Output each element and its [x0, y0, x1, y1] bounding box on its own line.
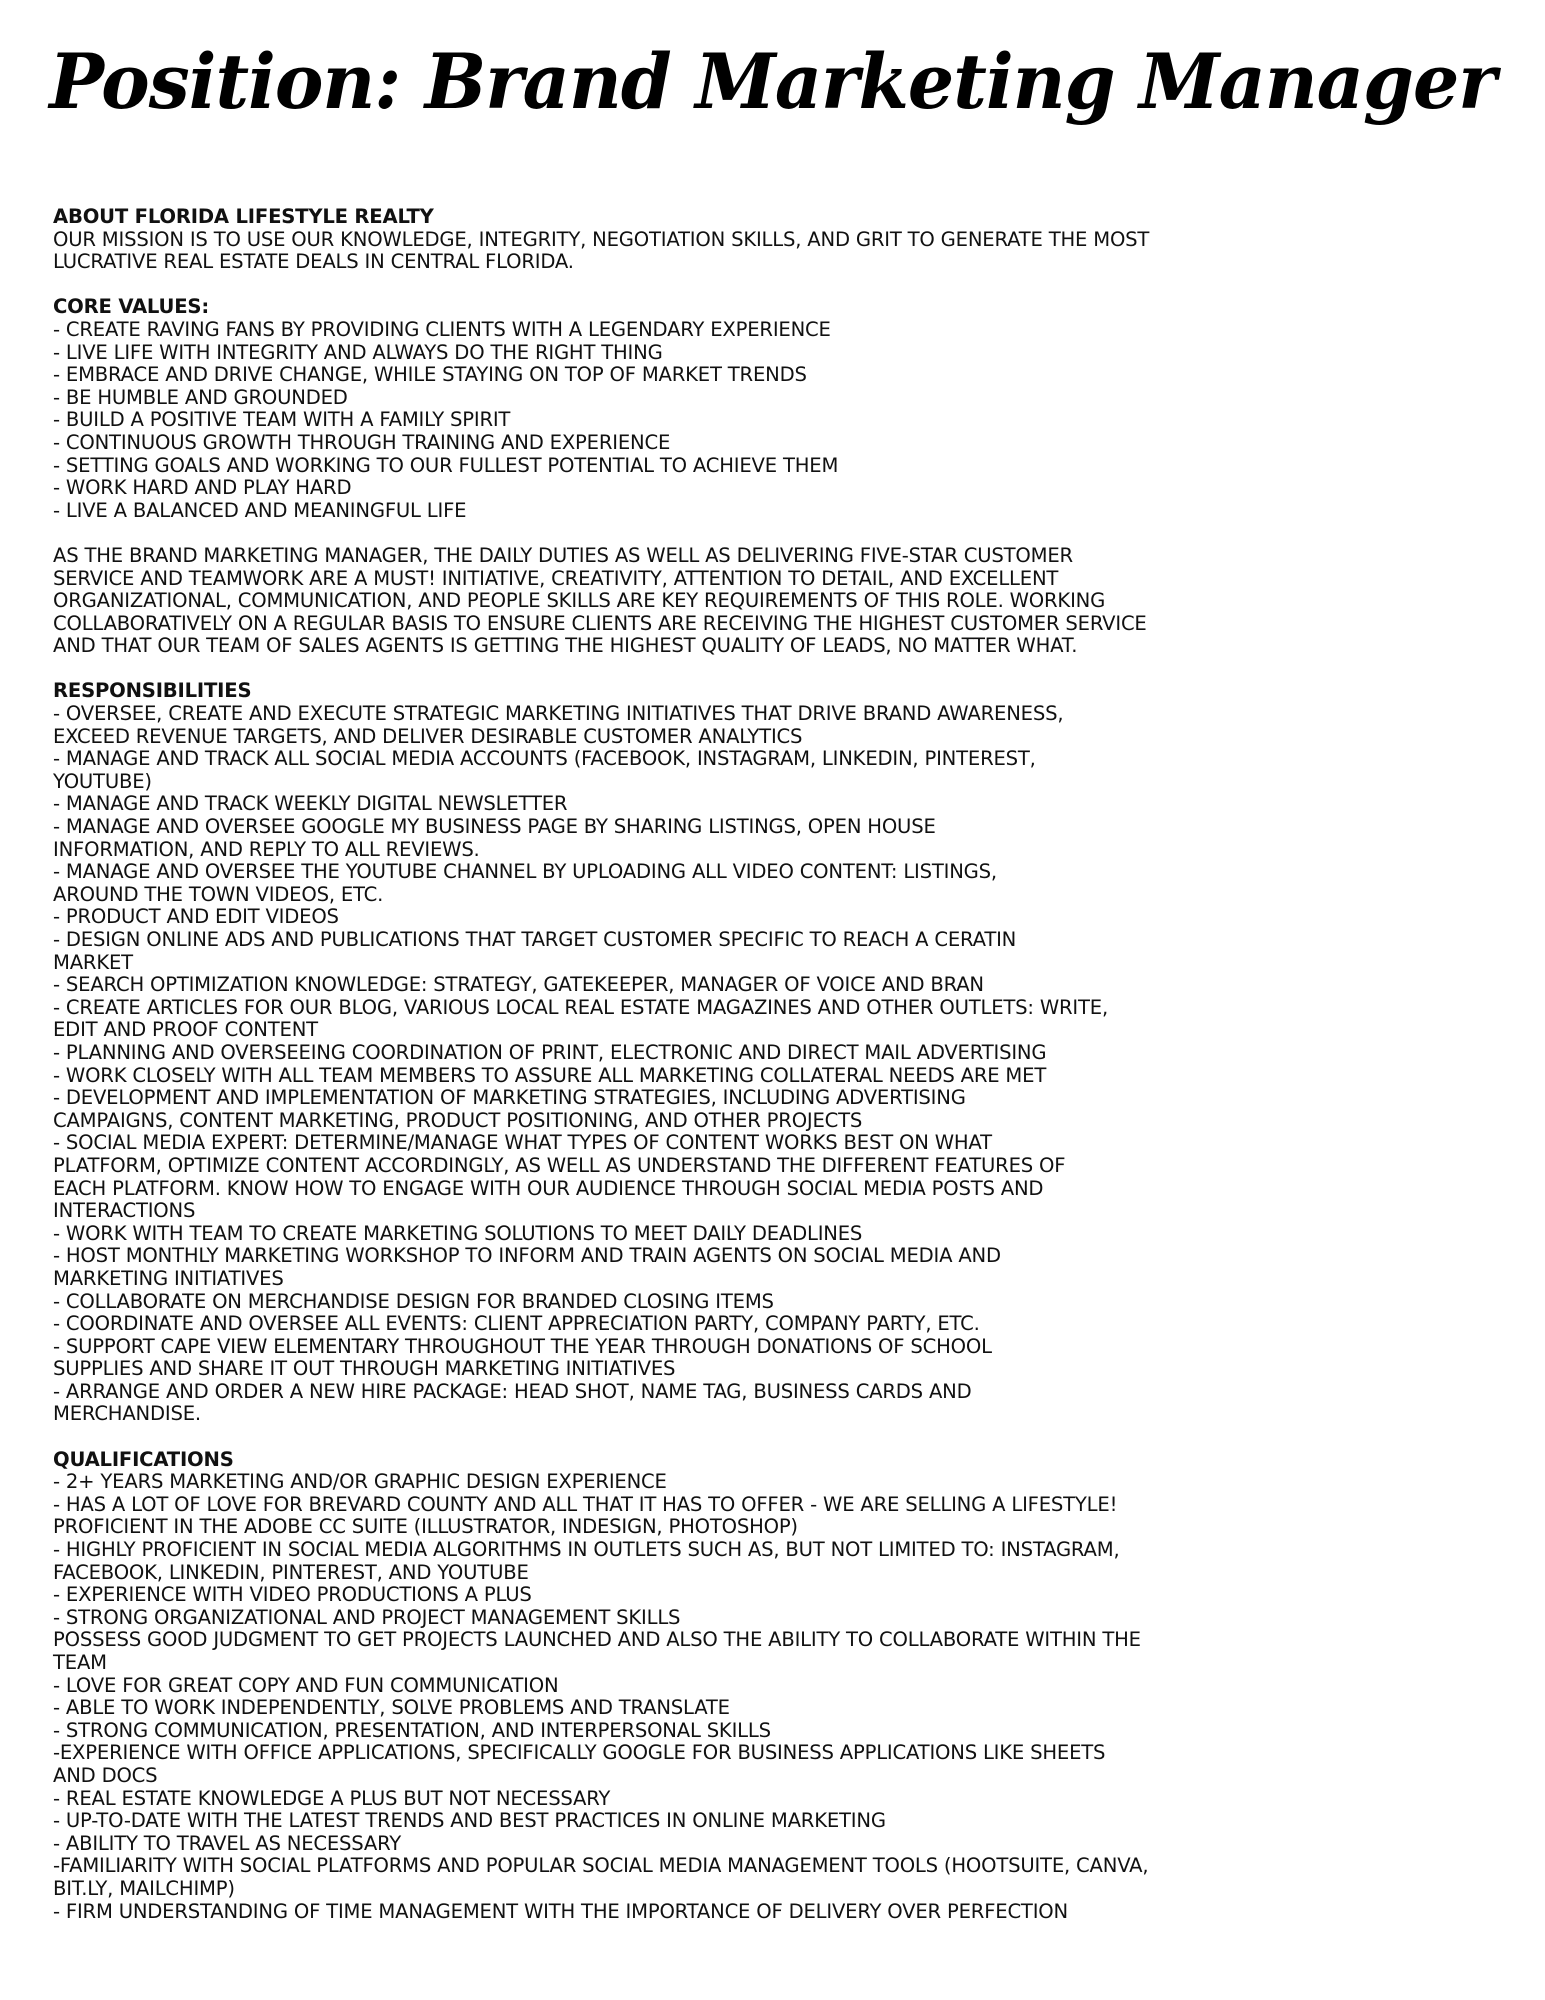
- text-line: - DEVELOPMENT AND IMPLEMENTATION OF MARKETING STRATEGIES, INCLUDING ADVERTISING: [53, 1086, 966, 1110]
- text-line: SUPPLIES AND SHARE IT OUT THROUGH MARKETING INITIATIVES: [53, 1357, 676, 1381]
- text-line: - HAS A LOT OF LOVE FOR BREVARD COUNTY AND ALL THAT IT HAS TO OFFER - WE ARE SELLING A LIFESTYLE!: [53, 1492, 1118, 1516]
- document-body: [53, 206, 1343, 1946]
- text-line: - COLLABORATE ON MERCHANDISE DESIGN FOR BRANDED CLOSING ITEMS: [53, 1289, 774, 1313]
- text-line: - LOVE FOR GREAT COPY AND FUN COMMUNICATION: [53, 1673, 559, 1697]
- intro-lines: [53, 545, 1343, 658]
- text-line: ORGANIZATIONAL, COMMUNICATION, AND PEOPLE SKILLS ARE KEY REQUIREMENTS OF THIS ROLE. WORKING: [53, 589, 1106, 613]
- text-line: - PLANNING AND OVERSEEING COORDINATION OF PRINT, ELECTRONIC AND DIRECT MAIL ADVERTISING: [53, 1040, 1047, 1064]
- text-line: AND THAT OUR TEAM OF SALES AGENTS IS GETTING THE HIGHEST QUALITY OF LEADS, NO MATTER WHAT.: [53, 634, 1078, 658]
- text-line: COLLABORATIVELY ON A REGULAR BASIS TO ENSURE CLIENTS ARE RECEIVING THE HIGHEST CUSTOMER SERVICE: [53, 611, 1147, 635]
- text-line: - DESIGN ONLINE ADS AND PUBLICATIONS THAT TARGET CUSTOMER SPECIFIC TO REACH A CERATIN: [53, 928, 1017, 951]
- text-line: AND DOCS: [53, 1763, 158, 1787]
- text-line: - EXPERIENCE WITH VIDEO PRODUCTIONS A PLUS: [53, 1583, 532, 1607]
- text-line: EACH PLATFORM. KNOW HOW TO ENGAGE WITH OUR AUDIENCE THROUGH SOCIAL MEDIA POSTS AND: [53, 1176, 1044, 1200]
- qualifications-heading: QUALIFICATIONS: [53, 1447, 234, 1471]
- text-line: POSSESS GOOD JUDGMENT TO GET PROJECTS LAUNCHED AND ALSO THE ABILITY TO COLLABORATE WITHIN THE: [53, 1628, 1141, 1652]
- text-line: - WORK WITH TEAM TO CREATE MARKETING SOLUTIONS TO MEET DAILY DEADLINES: [53, 1221, 863, 1245]
- text-line: - SETTING GOALS AND WORKING TO OUR FULLEST POTENTIAL TO ACHIEVE THEM: [53, 453, 839, 477]
- text-line: - ABILITY TO TRAVEL AS NECESSARY: [53, 1831, 402, 1855]
- qualifications-section: [53, 1449, 1343, 1923]
- text-line: - COORDINATE AND OVERSEE ALL EVENTS: CLIENT APPRECIATION PARTY, COMPANY PARTY, ETC.: [53, 1312, 980, 1336]
- text-line: - MANAGE AND OVERSEE GOOGLE MY BUSINESS PAGE BY SHARING LISTINGS, OPEN HOUSE: [53, 815, 936, 839]
- text-line: - ABLE TO WORK INDEPENDENTLY, SOLVE PROBLEMS AND TRANSLATE: [53, 1696, 730, 1720]
- text-line: OUR MISSION IS TO USE OUR KNOWLEDGE, INTEGRITY, NEGOTIATION SKILLS, AND GRIT TO GENERATE THE MOST: [53, 227, 1150, 251]
- text-line: - 2+ YEARS MARKETING AND/OR GRAPHIC DESIGN EXPERIENCE: [53, 1470, 667, 1494]
- text-line: - REAL ESTATE KNOWLEDGE A PLUS BUT NOT NECESSARY: [53, 1786, 611, 1810]
- text-line: - EMBRACE AND DRIVE CHANGE, WHILE STAYING ON TOP OF MARKET TRENDS: [53, 363, 807, 387]
- responsibilities-heading: RESPONSIBILITIES: [53, 679, 252, 703]
- text-line: - SEARCH OPTIMIZATION KNOWLEDGE: STRATEGY, GATEKEEPER, MANAGER OF VOICE AND BRAN: [53, 973, 984, 997]
- text-line: - BE HUMBLE AND GROUNDED: [53, 385, 348, 409]
- text-line: -FAMILIARITY WITH SOCIAL PLATFORMS AND POPULAR SOCIAL MEDIA MANAGEMENT TOOLS (HOOTSUITE, CANVA,: [53, 1854, 1149, 1878]
- text-line: - LIVE LIFE WITH INTEGRITY AND ALWAYS DO THE RIGHT THING: [53, 340, 663, 364]
- text-line: - WORK CLOSELY WITH ALL TEAM MEMBERS TO ASSURE ALL MARKETING COLLATERAL NEEDS ARE MET: [53, 1063, 1047, 1087]
- text-line: - STRONG COMMUNICATION, PRESENTATION, AND INTERPERSONAL SKILLS: [53, 1718, 771, 1742]
- qualifications-lines: [53, 1471, 1343, 1923]
- page-title: Position: Brand Marketing Manager: [49, 37, 1496, 126]
- core-values-heading: CORE VALUES:: [53, 295, 209, 319]
- text-line: YOUTUBE): [53, 769, 152, 793]
- text-line: - SOCIAL MEDIA EXPERT: DETERMINE/MANAGE WHAT TYPES OF CONTENT WORKS BEST ON WHAT: [53, 1131, 992, 1155]
- text-line: - UP-TO-DATE WITH THE LATEST TRENDS AND BEST PRACTICES IN ONLINE MARKETING: [53, 1809, 886, 1833]
- text-line: - SUPPORT CAPE VIEW ELEMENTARY THROUGHOUT THE YEAR THROUGH DONATIONS OF SCHOOL: [53, 1334, 992, 1358]
- text-line: TEAM: [53, 1651, 107, 1674]
- text-line: - PRODUCT AND EDIT VIDEOS: [53, 905, 339, 929]
- text-line: - MANAGE AND TRACK WEEKLY DIGITAL NEWSLETTER: [53, 792, 568, 816]
- text-line: - ARRANGE AND ORDER A NEW HIRE PACKAGE: HEAD SHOT, NAME TAG, BUSINESS CARDS AND: [53, 1379, 972, 1403]
- text-line: - CREATE ARTICLES FOR OUR BLOG, VARIOUS LOCAL REAL ESTATE MAGAZINES AND OTHER OUTLETS: WRITE,: [53, 995, 1108, 1019]
- text-line: - BUILD A POSITIVE TEAM WITH A FAMILY SPIRIT: [53, 408, 511, 432]
- text-line: EXCEED REVENUE TARGETS, AND DELIVER DESIRABLE CUSTOMER ANALYTICS: [53, 724, 803, 748]
- core-values-lines: [53, 319, 1343, 522]
- text-line: INFORMATION, AND REPLY TO ALL REVIEWS.: [53, 837, 480, 861]
- about-section: [53, 206, 1343, 274]
- text-line: - WORK HARD AND PLAY HARD: [53, 476, 352, 500]
- text-line: - HIGHLY PROFICIENT IN SOCIAL MEDIA ALGORITHMS IN OUTLETS SUCH AS, BUT NOT LIMITED TO: INSTAGRAM,: [53, 1538, 1120, 1562]
- responsibilities-section: [53, 680, 1343, 1426]
- text-line: - OVERSEE, CREATE AND EXECUTE STRATEGIC MARKETING INITIATIVES THAT DRIVE BRAND AWARENESS,: [53, 702, 1064, 726]
- text-line: -EXPERIENCE WITH OFFICE APPLICATIONS, SPECIFICALLY GOOGLE FOR BUSINESS APPLICATIONS LIKE SHEETS: [53, 1741, 1106, 1765]
- text-line: MARKETING INITIATIVES: [53, 1266, 284, 1290]
- text-line: PLATFORM, OPTIMIZE CONTENT ACCORDINGLY, AS WELL AS UNDERSTAND THE DIFFERENT FEATURES OF: [53, 1153, 1066, 1177]
- text-line: EDIT AND PROOF CONTENT: [53, 1018, 318, 1042]
- text-line: SERVICE AND TEAMWORK ARE A MUST! INITIATIVE, CREATIVITY, ATTENTION TO DETAIL, AND EXCELLENT: [53, 566, 1059, 590]
- text-line: AS THE BRAND MARKETING MANAGER, THE DAILY DUTIES AS WELL AS DELIVERING FIVE-STAR CUSTOMER: [53, 543, 1073, 567]
- text-line: MARKET: [53, 950, 133, 974]
- text-line: AROUND THE TOWN VIDEOS, ETC.: [53, 882, 384, 906]
- text-line: MERCHANDISE.: [53, 1402, 201, 1426]
- text-line: - MANAGE AND TRACK ALL SOCIAL MEDIA ACCOUNTS (FACEBOOK, INSTAGRAM, LINKEDIN, PINTEREST,: [53, 747, 1036, 771]
- text-line: INTERACTIONS: [53, 1199, 196, 1223]
- text-line: - LIVE A BALANCED AND MEANINGFUL LIFE: [53, 498, 467, 522]
- text-line: - FIRM UNDERSTANDING OF TIME MANAGEMENT WITH THE IMPORTANCE OF DELIVERY OVER PERFECTION: [53, 1899, 1068, 1923]
- responsibilities-lines: [53, 703, 1343, 1426]
- text-line: - STRONG ORGANIZATIONAL AND PROJECT MANAGEMENT SKILLS: [53, 1605, 681, 1629]
- intro-section: [53, 545, 1343, 658]
- text-line: - HOST MONTHLY MARKETING WORKSHOP TO INFORM AND TRAIN AGENTS ON SOCIAL MEDIA AND: [53, 1244, 1001, 1268]
- about-lines: [53, 229, 1343, 274]
- text-line: PROFICIENT IN THE ADOBE CC SUITE (ILLUSTRATOR, INDESIGN, PHOTOSHOP): [53, 1515, 798, 1539]
- text-line: BIT.LY, MAILCHIMP): [53, 1876, 235, 1900]
- core-values-section: [53, 296, 1343, 522]
- text-line: - CREATE RAVING FANS BY PROVIDING CLIENTS WITH A LEGENDARY EXPERIENCE: [53, 317, 831, 341]
- text-line: - MANAGE AND OVERSEE THE YOUTUBE CHANNEL BY UPLOADING ALL VIDEO CONTENT: LISTINGS,: [53, 860, 997, 884]
- text-line: - CONTINUOUS GROWTH THROUGH TRAINING AND EXPERIENCE: [53, 430, 671, 454]
- about-heading: ABOUT FLORIDA LIFESTYLE REALTY: [53, 205, 434, 228]
- text-line: FACEBOOK, LINKEDIN, PINTEREST, AND YOUTUBE: [53, 1560, 529, 1584]
- text-line: CAMPAIGNS, CONTENT MARKETING, PRODUCT POSITIONING, AND OTHER PROJECTS: [53, 1108, 863, 1132]
- text-line: LUCRATIVE REAL ESTATE DEALS IN CENTRAL FLORIDA.: [53, 250, 574, 274]
